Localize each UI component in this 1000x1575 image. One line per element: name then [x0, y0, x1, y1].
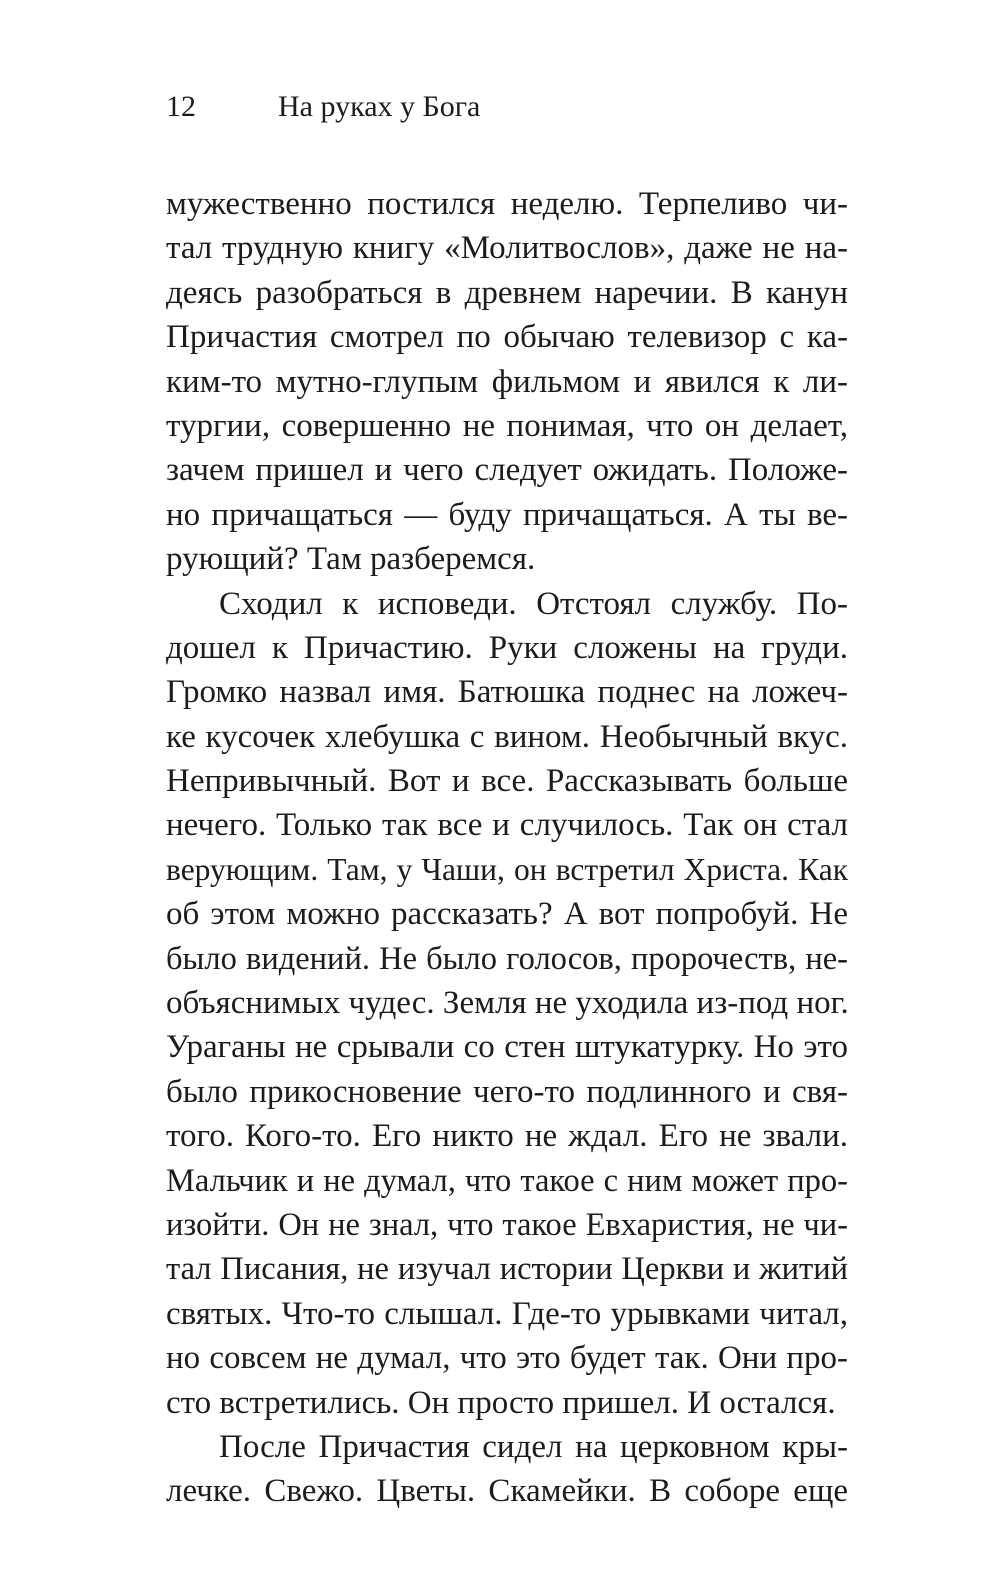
text-line: После Причастия сидел на церковном кры-	[219, 1428, 848, 1465]
text-line: Сходил к исповеди. Отстоял службу. По-	[219, 585, 848, 622]
text-line: мужественно постился неделю. Терпеливо чи-	[166, 186, 848, 222]
book-title: На руках у Бога	[278, 90, 481, 123]
text-line: было прикосновение чего-то подлинного и свя-	[166, 1073, 848, 1110]
text-line: нечего. Только так все и случилось. Так он стал	[166, 807, 848, 844]
text-line: Мальчик и не думал, что такое с ним может про-	[166, 1162, 848, 1199]
text-line: было видений. Не было голосов, пророчеств, не-	[166, 940, 848, 977]
text-line: зачем пришел и чего следует ожидать. Положе-	[166, 452, 848, 489]
text-line: ким-то мутно-глупым фильмом и явился к ли-	[166, 363, 848, 400]
text-line: лечке. Свежо. Цветы. Скамейки. В соборе еще	[166, 1473, 848, 1510]
text-line: изойти. Он не знал, что такое Евхаристия, не чи-	[166, 1206, 848, 1243]
paragraph-2	[166, 582, 848, 1425]
text-line: верующим. Там, у Чаши, он встретил Христа. Как	[166, 851, 848, 887]
text-line: ке кусочек хлебушка с вином. Необычный вкус.	[166, 718, 848, 755]
paragraph-3	[166, 1425, 848, 1514]
text-line: объяснимых чудес. Земля не уходила из-под ног.	[166, 985, 849, 1022]
text-line: тургии, совершенно не понимая, что он делает,	[166, 407, 848, 444]
text-line: дошел к Причастию. Руки сложены на груди.	[166, 629, 848, 666]
paragraph-1	[166, 182, 848, 582]
body-text	[166, 182, 848, 1514]
text-line: сто встретились. Он просто пришел. И остался.	[166, 1384, 836, 1421]
text-line: Причастия смотрел по обычаю телевизор с ка-	[166, 319, 848, 356]
text-line: тал Писания, не изучал истории Церкви и житий	[166, 1251, 848, 1288]
running-head	[166, 86, 480, 128]
text-line: святых. Что-то слышал. Где-то урывками читал,	[166, 1295, 848, 1332]
text-line: деясь разобраться в древнем наречии. В канун	[166, 274, 848, 311]
text-line: Громко назвал имя. Батюшка поднес на ложеч-	[166, 674, 848, 711]
text-line: об этом можно рассказать? А вот попробуй. Не	[166, 896, 848, 933]
text-line: рующий? Там разберемся.	[166, 541, 536, 578]
page-number: 12	[166, 90, 196, 123]
text-line: Ураганы не срывали со стен штукатурку. Но это	[166, 1029, 848, 1066]
text-line: но совсем не думал, что это будет так. Они про-	[166, 1340, 848, 1377]
text-line: но причащаться — буду причащаться. А ты ве-	[166, 496, 848, 533]
text-line: того. Кого-то. Его никто не ждал. Его не звали.	[166, 1118, 848, 1155]
text-line: Непривычный. Вот и все. Рассказывать больше	[166, 763, 848, 800]
text-line: тал трудную книгу «Молитвослов», даже не на-	[166, 230, 848, 267]
